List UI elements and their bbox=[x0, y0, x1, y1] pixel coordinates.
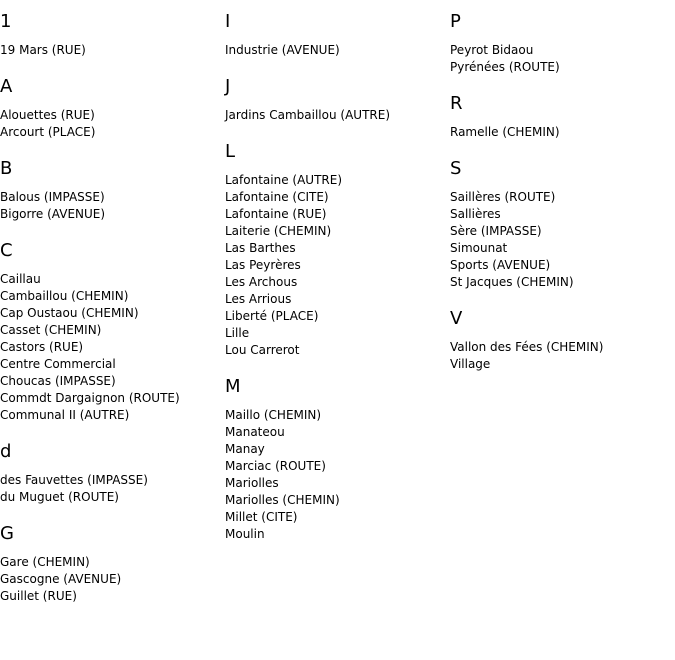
street-link[interactable]: Choucas (IMPASSE) bbox=[0, 374, 116, 388]
letter-heading: d bbox=[0, 441, 12, 462]
street-link[interactable]: St Jacques (CHEMIN) bbox=[450, 275, 574, 289]
index-column-3 bbox=[450, 0, 675, 390]
street-link[interactable]: Bigorre (AVENUE) bbox=[0, 207, 106, 221]
street-list bbox=[0, 271, 225, 424]
street-link[interactable]: Lafontaine (CITE) bbox=[225, 190, 329, 204]
street-list bbox=[450, 339, 675, 373]
street-link[interactable]: Castors (RUE) bbox=[0, 340, 84, 354]
street-link[interactable]: Communal II (AUTRE) bbox=[0, 408, 130, 422]
letter-heading: B bbox=[0, 158, 13, 179]
letter-group bbox=[225, 376, 450, 543]
letter-group bbox=[0, 76, 225, 141]
letter-heading: 1 bbox=[0, 11, 12, 32]
street-list bbox=[0, 189, 225, 223]
street-list bbox=[225, 172, 450, 359]
street-link[interactable]: Guillet (RUE) bbox=[0, 589, 77, 603]
street-link[interactable]: Mariolles (CHEMIN) bbox=[225, 493, 340, 507]
street-link[interactable]: Alouettes (RUE) bbox=[0, 108, 95, 122]
street-link[interactable]: Gascogne (AVENUE) bbox=[0, 572, 122, 586]
street-link[interactable]: Lille bbox=[225, 326, 250, 340]
street-link[interactable]: Liberté (PLACE) bbox=[225, 309, 319, 323]
street-list bbox=[450, 42, 675, 76]
street-link[interactable]: Las Barthes bbox=[225, 241, 296, 255]
street-link[interactable]: Casset (CHEMIN) bbox=[0, 323, 102, 337]
letter-heading: G bbox=[0, 523, 14, 544]
street-link[interactable]: Arcourt (PLACE) bbox=[0, 125, 96, 139]
street-link[interactable]: Manay bbox=[225, 442, 265, 456]
letter-heading: L bbox=[225, 141, 236, 162]
letter-group bbox=[225, 141, 450, 359]
letter-heading: V bbox=[450, 308, 463, 329]
street-link[interactable]: Commdt Dargaignon (ROUTE) bbox=[0, 391, 180, 405]
letter-heading: S bbox=[450, 158, 462, 179]
street-link[interactable]: Lafontaine (RUE) bbox=[225, 207, 327, 221]
letter-heading: J bbox=[225, 76, 231, 97]
street-link[interactable]: Industrie (AVENUE) bbox=[225, 43, 340, 57]
street-link[interactable]: Maillo (CHEMIN) bbox=[225, 408, 322, 422]
street-link[interactable]: Sports (AVENUE) bbox=[450, 258, 551, 272]
letter-group bbox=[0, 158, 225, 223]
street-link[interactable]: Jardins Cambaillou (AUTRE) bbox=[225, 108, 390, 122]
street-link[interactable]: Balous (IMPASSE) bbox=[0, 190, 105, 204]
letter-group bbox=[0, 240, 225, 424]
letter-group bbox=[450, 158, 675, 291]
street-link[interactable]: Manateou bbox=[225, 425, 285, 439]
street-list bbox=[450, 124, 675, 141]
street-link[interactable]: Moulin bbox=[225, 527, 265, 541]
street-link[interactable]: Gare (CHEMIN) bbox=[0, 555, 90, 569]
letter-group bbox=[0, 523, 225, 605]
letter-group bbox=[225, 11, 450, 59]
street-link[interactable]: Peyrot Bidaou bbox=[450, 43, 534, 57]
index-column-2 bbox=[225, 0, 450, 560]
street-link[interactable]: Sère (IMPASSE) bbox=[450, 224, 542, 238]
street-link[interactable]: Saillères (ROUTE) bbox=[450, 190, 556, 204]
street-link[interactable]: Centre Commercial bbox=[0, 357, 116, 371]
street-link[interactable]: Cap Oustaou (CHEMIN) bbox=[0, 306, 139, 320]
street-link[interactable]: Village bbox=[450, 357, 491, 371]
street-list bbox=[225, 407, 450, 543]
street-link[interactable]: Las Peyrères bbox=[225, 258, 301, 272]
index-column-1 bbox=[0, 0, 225, 622]
street-link[interactable]: du Muguet (ROUTE) bbox=[0, 490, 119, 504]
letter-group bbox=[0, 11, 225, 59]
letter-group bbox=[0, 441, 225, 506]
letter-heading: R bbox=[450, 93, 463, 114]
street-link[interactable]: Cambaillou (CHEMIN) bbox=[0, 289, 129, 303]
street-link[interactable]: des Fauvettes (IMPASSE) bbox=[0, 473, 148, 487]
street-link[interactable]: Les Arrious bbox=[225, 292, 292, 306]
street-link[interactable]: Mariolles bbox=[225, 476, 279, 490]
letter-group bbox=[450, 11, 675, 76]
letter-heading: I bbox=[225, 11, 231, 32]
street-list bbox=[0, 107, 225, 141]
street-link[interactable]: Les Archous bbox=[225, 275, 298, 289]
street-link[interactable]: Lou Carrerot bbox=[225, 343, 300, 357]
street-list bbox=[450, 189, 675, 291]
street-link[interactable]: Laiterie (CHEMIN) bbox=[225, 224, 332, 238]
letter-group bbox=[450, 308, 675, 373]
letter-heading: P bbox=[450, 11, 461, 32]
street-link[interactable]: Pyrénées (ROUTE) bbox=[450, 60, 560, 74]
street-list bbox=[225, 107, 450, 124]
street-link[interactable]: Ramelle (CHEMIN) bbox=[450, 125, 560, 139]
street-link[interactable]: Lafontaine (AUTRE) bbox=[225, 173, 343, 187]
street-list bbox=[0, 554, 225, 605]
street-link[interactable]: Millet (CITE) bbox=[225, 510, 298, 524]
letter-heading: A bbox=[0, 76, 13, 97]
letter-heading: M bbox=[225, 376, 241, 397]
street-list bbox=[0, 42, 225, 59]
street-link[interactable]: 19 Mars (RUE) bbox=[0, 43, 86, 57]
street-list bbox=[225, 42, 450, 59]
letter-group bbox=[225, 76, 450, 124]
street-link[interactable]: Simounat bbox=[450, 241, 508, 255]
street-link[interactable]: Vallon des Fées (CHEMIN) bbox=[450, 340, 604, 354]
street-link[interactable]: Sallières bbox=[450, 207, 501, 221]
street-list bbox=[0, 472, 225, 506]
letter-group bbox=[450, 93, 675, 141]
letter-heading: C bbox=[0, 240, 13, 261]
street-link[interactable]: Marciac (ROUTE) bbox=[225, 459, 326, 473]
street-link[interactable]: Caillau bbox=[0, 272, 41, 286]
